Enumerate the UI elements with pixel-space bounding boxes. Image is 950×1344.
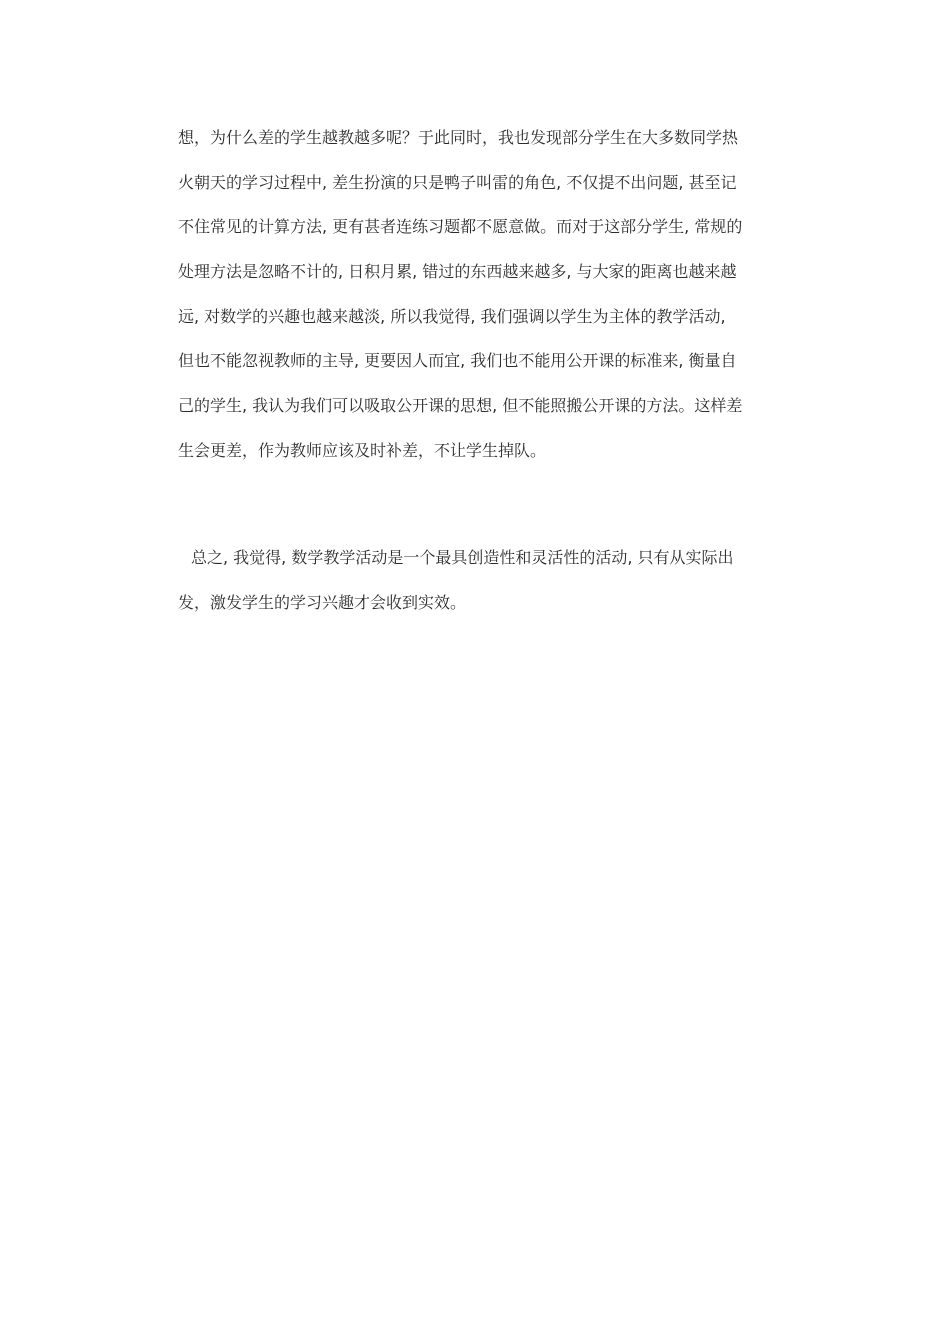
text-line: 生会更差，作为教师应该及时补差，不让学生掉队。 [178, 441, 547, 460]
text-line: 远, 对数学的兴趣也越来越淡, 所以我觉得, 我们强调以学生为主体的教学活动, [178, 307, 726, 326]
text-line: 不住常见的计算方法, 更有甚者连练习题都不愿意做。而对于这部分学生, 常规的 [178, 217, 743, 236]
text-line: 总之, 我觉得, 数学教学活动是一个最具创造性和灵活性的活动, 只有从实际出 [191, 548, 734, 567]
text-line: 火朝天的学习过程中, 差生扮演的只是鸭子叫雷的角色, 不仅提不出问题, 甚至记 [178, 173, 737, 192]
text-line: 想，为什么差的学生越教越多呢？于此同时，我也发现部分学生在大多数同学热 [178, 128, 739, 147]
text-line: 处理方法是忽略不计的, 日积月累, 错过的东西越来越多, 与大家的距离也越来越 [178, 262, 737, 281]
text-line: 己的学生, 我认为我们可以吸取公开课的思想, 但不能照搬公开课的方法。这样差 [178, 396, 743, 415]
text-line: 发，激发学生的学习兴趣才会收到实效。 [178, 593, 467, 612]
text-line: 但也不能忽视教师的主导, 更要因人而宜, 我们也不能用公开课的标准来, 衡量自 [178, 351, 737, 370]
